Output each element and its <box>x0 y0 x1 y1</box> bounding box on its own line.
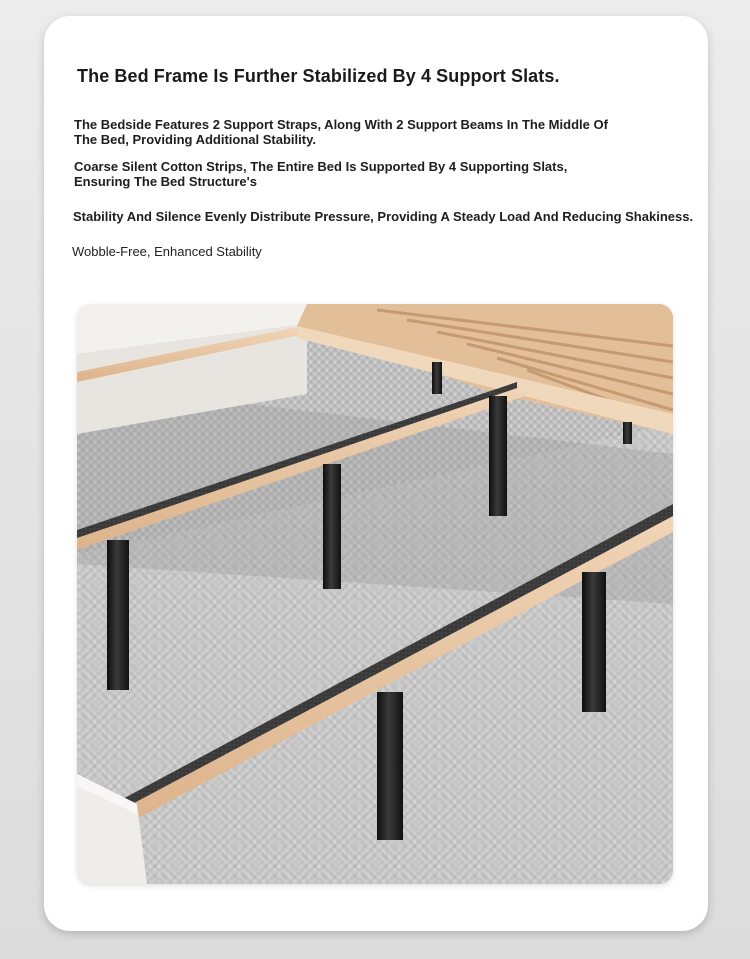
content-card <box>44 16 708 931</box>
paragraph-support-straps: The Bedside Features 2 Support Straps, Along With 2 Support Beams In The Middle Of The Bed, Providing Additional Stability. <box>74 117 608 147</box>
bed-leg <box>323 464 341 589</box>
bed-leg <box>489 396 507 516</box>
bed-leg <box>582 572 606 712</box>
bed-leg <box>377 692 403 840</box>
paragraph-pressure: Stability And Silence Evenly Distribute Pressure, Providing A Steady Load And Reducing Shakiness. <box>73 209 694 224</box>
headline: The Bed Frame Is Further Stabilized By 4 Support Slats. <box>77 66 560 86</box>
paragraph-cotton-strips: Coarse Silent Cotton Strips, The Entire Bed Is Supported By 4 Supporting Slats, Ensuring The Bed Structure's <box>74 159 568 189</box>
bed-leg <box>107 540 129 690</box>
bed-frame-photo <box>77 304 673 884</box>
paragraph-wobble-free: Wobble-Free, Enhanced Stability <box>72 244 262 259</box>
bed-frame-illustration <box>77 304 673 884</box>
bed-leg <box>432 362 442 394</box>
bed-leg <box>623 422 632 444</box>
